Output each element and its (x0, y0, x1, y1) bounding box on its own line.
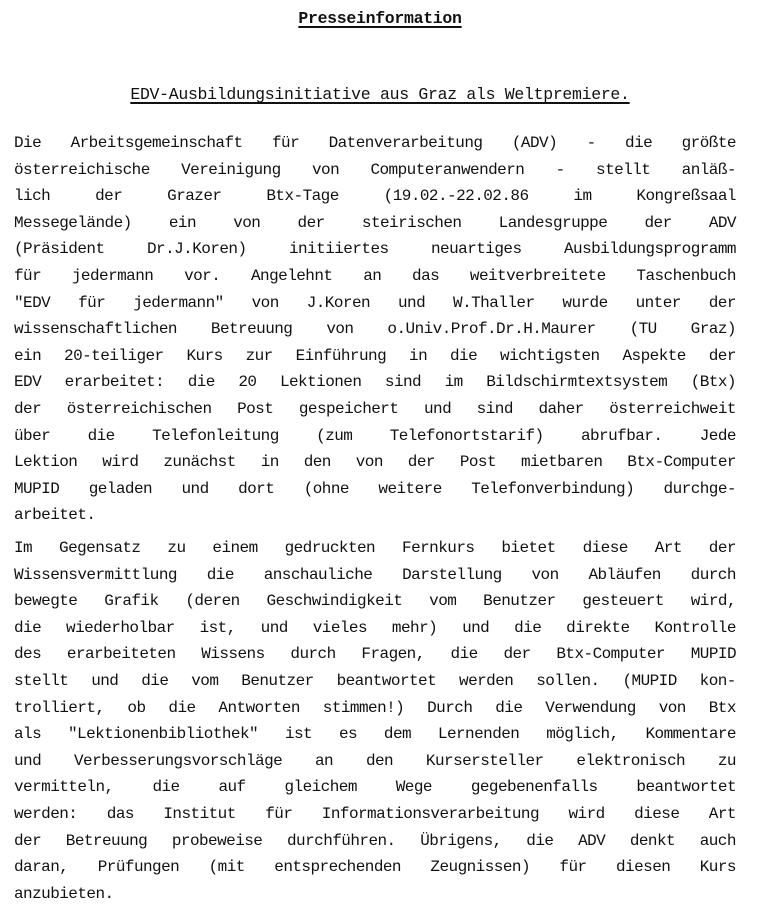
word: Taschenbuch (636, 266, 736, 285)
word: - (586, 134, 596, 152)
word: (TU (629, 320, 657, 339)
word: der (644, 213, 672, 232)
word: diese (582, 539, 628, 557)
word: Telefonortstarif) (389, 426, 544, 445)
word: Informationsverarbeitung (321, 804, 540, 823)
word: diesen (616, 858, 671, 877)
word: daher (538, 399, 584, 418)
word: sind (384, 373, 422, 392)
word: ob (127, 698, 146, 717)
word: Kursersteller (425, 751, 544, 770)
word: vom (429, 592, 457, 611)
word: gleichem (284, 778, 357, 797)
word: im (444, 373, 463, 392)
word: Vereinigung (181, 160, 281, 179)
word: die (495, 698, 523, 717)
word: werden (459, 671, 514, 690)
word: Datenverarbeitung (328, 134, 483, 152)
word: auch (699, 831, 736, 850)
word: durchge- (663, 479, 736, 498)
word: Verbesserungsvorschläge (73, 751, 283, 770)
word: Kurs (186, 346, 223, 365)
word: Fragen, (361, 645, 425, 664)
word: Wege (395, 778, 432, 797)
word: einem (212, 539, 258, 557)
word: Betreuung (65, 831, 148, 850)
word: österreichischen (66, 399, 212, 418)
word: durch (290, 645, 336, 664)
word: Landesgruppe (498, 213, 608, 232)
word: werden: (14, 804, 78, 823)
word: und (181, 479, 209, 498)
word: es (338, 725, 358, 744)
word: Ausbildungsprogramm (563, 240, 736, 259)
word: gegebenenfalls (470, 778, 598, 797)
word: ist (284, 725, 313, 744)
word: vom (191, 671, 219, 690)
paragraph-2 (14, 535, 736, 907)
word: elektronisch (576, 751, 686, 770)
word: Durch (427, 698, 473, 717)
word: Art (708, 804, 736, 823)
word: das (106, 804, 134, 823)
word: die (187, 373, 215, 392)
word: "EDV (14, 293, 51, 312)
text-line (14, 263, 736, 290)
text-line (14, 535, 736, 562)
word: erarbeiteten (66, 645, 176, 664)
word: direkte (566, 618, 630, 637)
word: Messegelände) (14, 213, 132, 232)
word: Grafik (104, 592, 159, 611)
word: zunächst (163, 453, 236, 472)
word: (MUPID (622, 671, 677, 690)
word: (ohne (303, 479, 349, 498)
word: die (526, 831, 554, 850)
word: für (14, 266, 42, 285)
word: kon- (699, 671, 736, 690)
word: Prüfungen (97, 858, 180, 877)
word: dem (383, 725, 412, 744)
word: steirischen (361, 213, 462, 232)
word: den (365, 751, 394, 770)
word: Telefonleitung (152, 426, 279, 445)
document-subtitle (0, 85, 760, 104)
word: wird (102, 453, 139, 472)
word: von (658, 698, 686, 717)
text-line (14, 290, 736, 317)
word: und (91, 671, 119, 690)
word: beantwortet (336, 671, 437, 690)
word: Arbeitsgemeinschaft (70, 134, 243, 152)
text-line (14, 449, 736, 476)
word: mietbaren (520, 453, 603, 472)
text-line (14, 774, 736, 801)
text-line (14, 343, 736, 370)
word: diese (634, 804, 680, 823)
title-text: Presseinformation (298, 9, 462, 28)
word: für (559, 858, 587, 877)
word: dort (238, 479, 275, 498)
document-title (0, 9, 760, 28)
word: zu (167, 539, 186, 557)
word: MUPID (14, 479, 60, 498)
word: in (409, 346, 428, 365)
word: wird, (690, 592, 736, 611)
word: unter (635, 293, 681, 312)
word: 20-teiliger (64, 346, 164, 365)
word: für (265, 804, 293, 823)
word: durch (690, 565, 736, 584)
word: weitere (378, 479, 442, 498)
word: der (14, 831, 42, 850)
word: neuartiges (431, 240, 522, 259)
word: Kongreßsaal (636, 187, 736, 206)
word: Darstellung (402, 565, 502, 584)
word: ADV (708, 213, 736, 232)
word: bietet (501, 539, 556, 557)
text-line (14, 881, 736, 907)
word: Telefonverbindung) (471, 479, 635, 498)
word: Bildschirmtextsystem (486, 373, 668, 392)
word: das (412, 266, 440, 285)
word: die (206, 565, 234, 584)
text-line (14, 828, 736, 855)
text-line (14, 130, 736, 157)
word: anzubieten. (14, 884, 114, 903)
word: MUPID (690, 645, 736, 664)
word: gedruckten (284, 539, 376, 557)
word: Einführung (295, 346, 387, 365)
word: arbeitet. (14, 506, 96, 525)
word: stellt (596, 160, 651, 179)
word: Wissens (201, 645, 265, 664)
word: der (708, 346, 736, 365)
word: Im (14, 539, 33, 557)
subtitle-text: EDV-Ausbildungsinitiative aus Graz als Weltpremiere. (130, 85, 630, 104)
word: beantwortet (636, 778, 736, 797)
word: Post (459, 453, 497, 472)
word: und (260, 618, 288, 637)
word: jedermann" (133, 293, 224, 312)
word: 20 (238, 373, 257, 392)
word: sollen. (536, 671, 600, 690)
word: im (573, 187, 592, 206)
word: sind (476, 399, 513, 418)
text-line (14, 423, 736, 450)
word: Graz) (690, 320, 736, 339)
word: (deren (185, 592, 240, 611)
text-line (14, 801, 736, 828)
word: anläß- (681, 160, 736, 179)
word: (mit (208, 858, 245, 877)
word: gespeichert (298, 399, 399, 418)
word: - (555, 160, 565, 179)
word: mehr) (391, 618, 438, 637)
word: wissenschaftlichen (14, 320, 177, 339)
word: zur (245, 346, 273, 365)
word: für (271, 134, 300, 152)
word: wiederholbar (66, 618, 175, 637)
word: von (233, 213, 261, 232)
word: der (297, 213, 325, 232)
word: Aspekte (622, 346, 686, 365)
text-line (14, 157, 736, 184)
word: Zeugnissen) (430, 858, 530, 877)
word: trolliert, (14, 698, 105, 717)
word: lich (14, 187, 51, 206)
word: probeweise (171, 831, 263, 850)
word: der (407, 453, 435, 472)
word: wichtigsten (500, 346, 600, 365)
word: der (95, 187, 123, 206)
word: Fernkurs (402, 539, 475, 557)
word: der (14, 399, 42, 418)
word: vor. (184, 266, 221, 285)
text-line (14, 369, 736, 396)
text-line (14, 588, 736, 615)
word: österreichweit (609, 399, 736, 418)
word: auf (218, 778, 246, 797)
word: der (708, 293, 736, 312)
word: vermitteln, (14, 778, 114, 797)
text-line (14, 562, 736, 589)
word: gesteuert (582, 592, 664, 611)
word: stimmen!) (322, 698, 405, 717)
text-line (14, 668, 736, 695)
word: Post (237, 399, 274, 418)
word: die (141, 671, 169, 690)
text-line (14, 502, 736, 529)
word: und (14, 751, 42, 770)
word: größte (681, 134, 736, 152)
word: und (397, 293, 426, 312)
word: Btx (708, 698, 736, 717)
word: der (708, 539, 736, 557)
word: Btx-Computer (627, 453, 736, 472)
word: die (514, 618, 542, 637)
word: den (303, 453, 331, 472)
word: Kurs (699, 858, 736, 877)
word: Benutzer (483, 592, 556, 611)
word: Computeranwendern (370, 160, 525, 179)
word: anschauliche (263, 565, 373, 584)
word: (19.02.-22.02.86 (383, 187, 529, 206)
word: wird (568, 804, 605, 823)
word: "Lektionenbibliothek" (68, 725, 259, 744)
word: (Btx) (690, 373, 736, 392)
text-line (14, 641, 736, 668)
word: Übrigens, (420, 831, 502, 850)
word: und (423, 399, 452, 418)
word: o.Univ.Prof.Dr.H.Maurer (387, 320, 596, 339)
word: Lektion (14, 453, 78, 472)
word: Art (654, 539, 682, 557)
word: durchführen. (286, 831, 396, 850)
word: denkt (629, 831, 676, 850)
word: zu (717, 751, 736, 770)
text-line (14, 721, 736, 748)
word: geladen (88, 479, 153, 498)
word: die (450, 645, 478, 664)
text-line (14, 183, 736, 210)
word: und (462, 618, 490, 637)
text-line (14, 236, 736, 263)
word: an (363, 266, 382, 285)
word: über (14, 426, 51, 445)
word: Institut (163, 804, 236, 823)
text-line (14, 396, 736, 423)
word: die (450, 346, 478, 365)
word: Jede (699, 426, 736, 445)
word: Dr.J.Koren) (146, 240, 247, 259)
word: der (503, 645, 531, 664)
word: W.Thaller (453, 293, 535, 312)
word: die (152, 778, 180, 797)
word: an (315, 751, 334, 770)
word: (Präsident (14, 240, 105, 259)
paragraph-1 (14, 130, 736, 529)
word: (zum (316, 426, 353, 445)
word: von (531, 565, 559, 584)
word: Grazer (167, 187, 222, 206)
word: Geschwindigkeit (266, 592, 403, 611)
word: (ADV) (511, 134, 558, 152)
word: die (87, 426, 115, 445)
word: Kontrolle (654, 618, 736, 637)
word: die (625, 134, 653, 152)
word: daran, (14, 858, 69, 877)
word: österreichische (14, 160, 150, 179)
word: Lernenden (437, 725, 520, 744)
word: J.Koren (306, 293, 371, 312)
word: Betreuung (210, 320, 293, 339)
word: ein (14, 346, 42, 365)
text-line (14, 210, 736, 237)
word: vieles (312, 618, 368, 637)
word: Abläufen (588, 565, 661, 584)
word: Benutzer (241, 671, 314, 690)
word: Angelehnt (251, 266, 333, 285)
word: Btx-Computer (556, 645, 665, 664)
word: entsprechenden (274, 858, 401, 877)
text-line (14, 476, 736, 503)
text-line (14, 615, 736, 642)
word: von (311, 160, 340, 179)
word: von (355, 453, 383, 472)
word: Die (14, 134, 42, 152)
word: möglich, (546, 725, 619, 744)
text-line (14, 316, 736, 343)
text-line (14, 854, 736, 881)
text-line (14, 695, 736, 722)
word: wurde (562, 293, 608, 312)
word: EDV (14, 373, 42, 392)
word: in (260, 453, 279, 472)
word: die (168, 698, 196, 717)
text-line (14, 748, 736, 775)
word: jedermann (71, 266, 154, 285)
word: stellt (14, 671, 69, 690)
word: ist, (199, 618, 236, 637)
word: die (14, 618, 42, 637)
word: Kommentare (645, 725, 736, 744)
word: Gegensatz (59, 539, 141, 557)
word: Wissensvermittlung (14, 565, 177, 584)
word: für (78, 293, 106, 312)
word: weitverbreitete (469, 266, 606, 285)
word: bewegte (14, 592, 78, 611)
word: ADV (578, 831, 606, 850)
word: initiiertes (288, 240, 389, 259)
word: erarbeitet: (64, 373, 165, 392)
word: als (14, 725, 42, 744)
word: Antworten (218, 698, 300, 717)
word: Btx-Tage (266, 187, 339, 206)
word: Verwendung (545, 698, 636, 717)
word: ein (168, 213, 197, 232)
word: von (326, 320, 354, 339)
word: des (14, 645, 42, 664)
word: Lektionen (279, 373, 362, 392)
word: von (251, 293, 279, 312)
word: abrufbar. (580, 426, 663, 445)
